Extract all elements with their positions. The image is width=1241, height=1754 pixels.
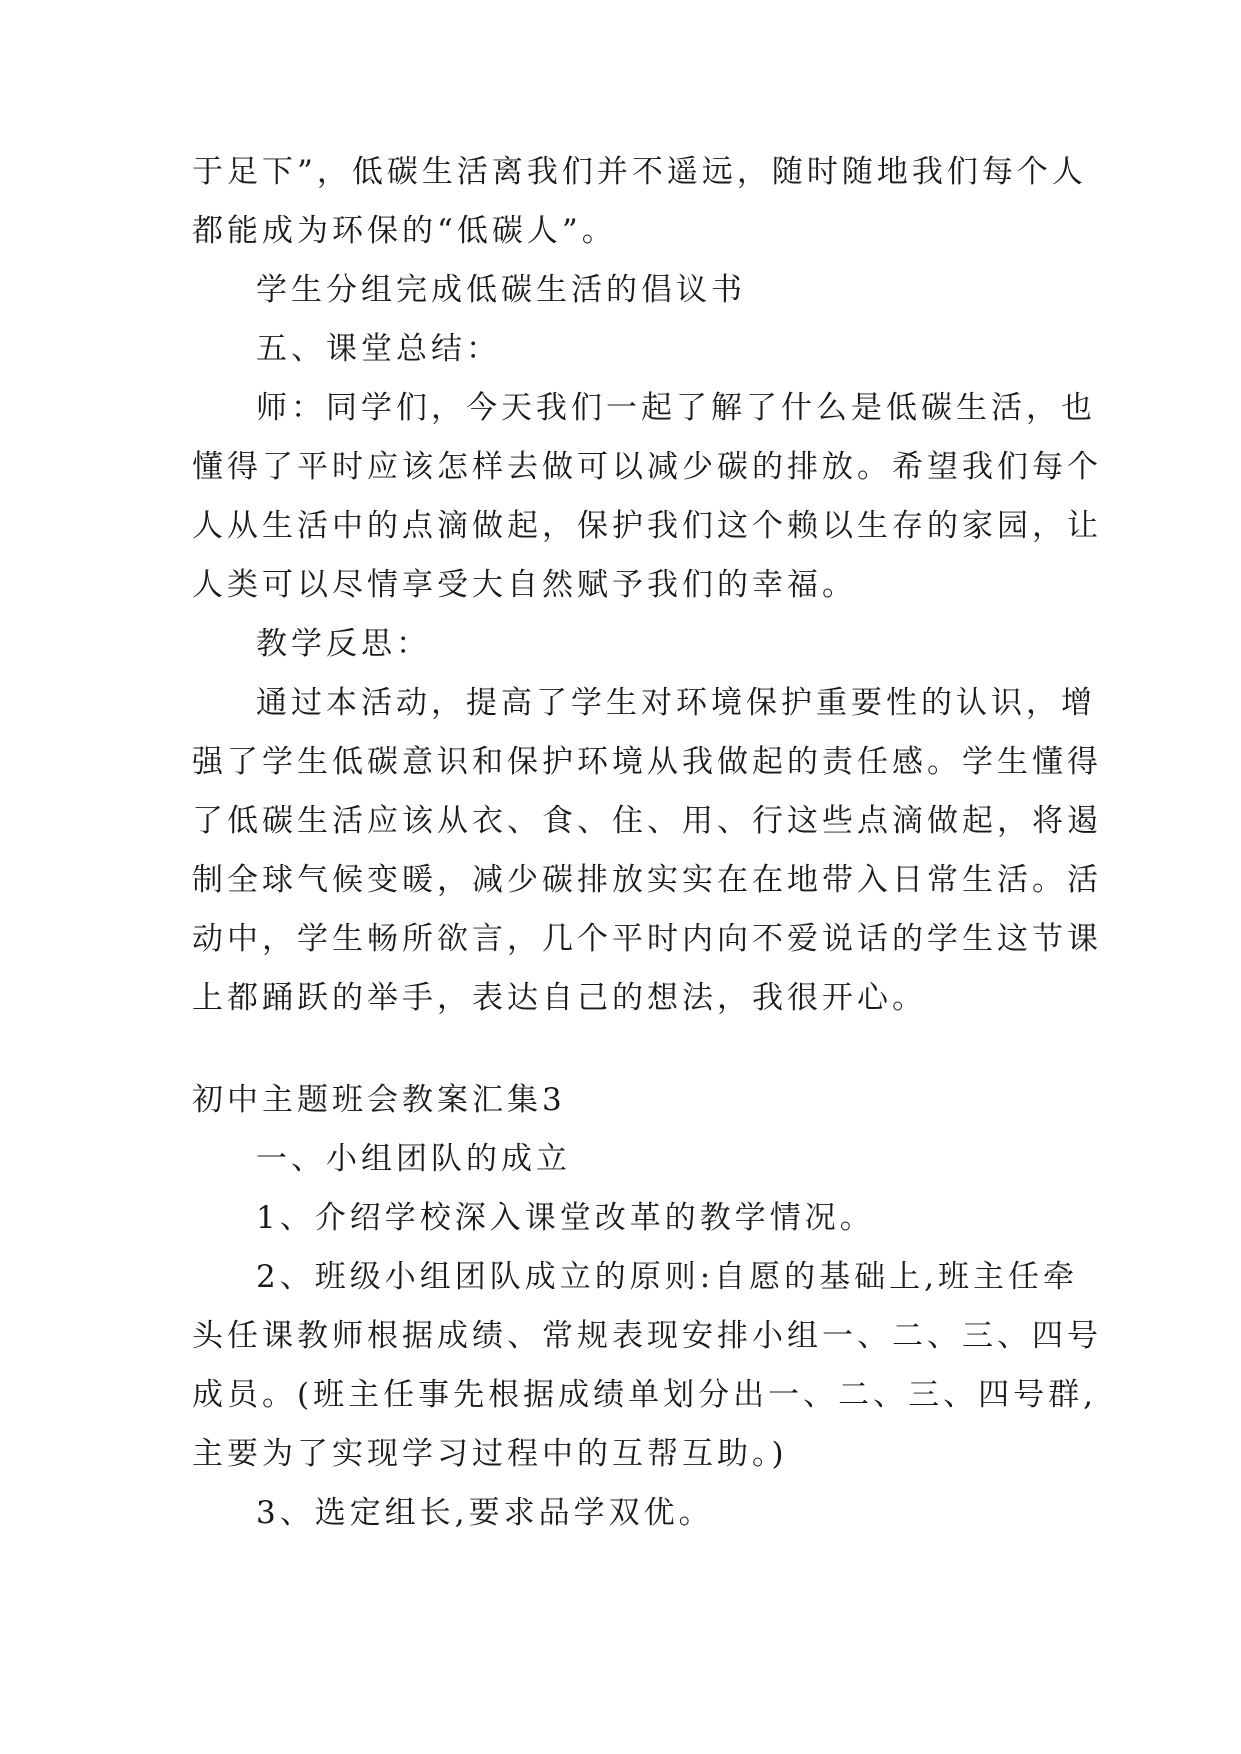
list-item: 1、介绍学校深入课堂改革的教学情况。 — [256, 1200, 875, 1236]
paragraph-line: 都能成为环保的“低碳人”。 — [192, 213, 617, 249]
paragraph-line: 学生分组完成低碳生活的倡议书 — [256, 272, 746, 308]
paragraph-line: 成员。(班主任事先根据成绩单划分出一、二、三、四号群, — [192, 1377, 1097, 1413]
section-heading: 一、小组团队的成立 — [256, 1141, 571, 1177]
paragraph-line: 动中，学生畅所欲言，几个平时内向不爱说话的学生这节课 — [192, 921, 1102, 957]
paragraph-line: 人类可以尽情享受大自然赋予我们的幸福。 — [192, 567, 857, 603]
paragraph-line: 主要为了实现学习过程中的互帮互助。) — [192, 1436, 788, 1472]
paragraph-line: 上都踊跃的举手，表达自己的想法，我很开心。 — [192, 980, 927, 1016]
paragraph-line: 制全球气候变暖，减少碳排放实实在在地带入日常生活。活 — [192, 862, 1102, 898]
paragraph-line: 头任课教师根据成绩、常规表现安排小组一、二、三、四号 — [192, 1318, 1102, 1354]
document-title: 初中主题班会教案汇集3 — [192, 1082, 566, 1118]
paragraph-line: 师：同学们，今天我们一起了解了什么是低碳生活，也 — [256, 390, 1096, 426]
paragraph-line: 通过本活动，提高了学生对环境保护重要性的认识，增 — [256, 685, 1096, 721]
paragraph-line: 人从生活中的点滴做起，保护我们这个赖以生存的家园，让 — [192, 508, 1102, 544]
list-item: 2、班级小组团队成立的原则:自愿的基础上,班主任牵 — [256, 1259, 1079, 1295]
list-item: 3、选定组长,要求品学双优。 — [256, 1495, 714, 1531]
paragraph-line: 强了学生低碳意识和保护环境从我做起的责任感。学生懂得 — [192, 744, 1102, 780]
section-heading: 教学反思： — [256, 626, 431, 662]
section-heading: 五、课堂总结： — [256, 331, 501, 367]
paragraph-line: 了低碳生活应该从衣、食、住、用、行这些点滴做起，将遏 — [192, 803, 1102, 839]
paragraph-line: 于足下”，低碳生活离我们并不遥远，随时随地我们每个人 — [192, 154, 1087, 190]
paragraph-line: 懂得了平时应该怎样去做可以减少碳的排放。希望我们每个 — [192, 449, 1102, 485]
